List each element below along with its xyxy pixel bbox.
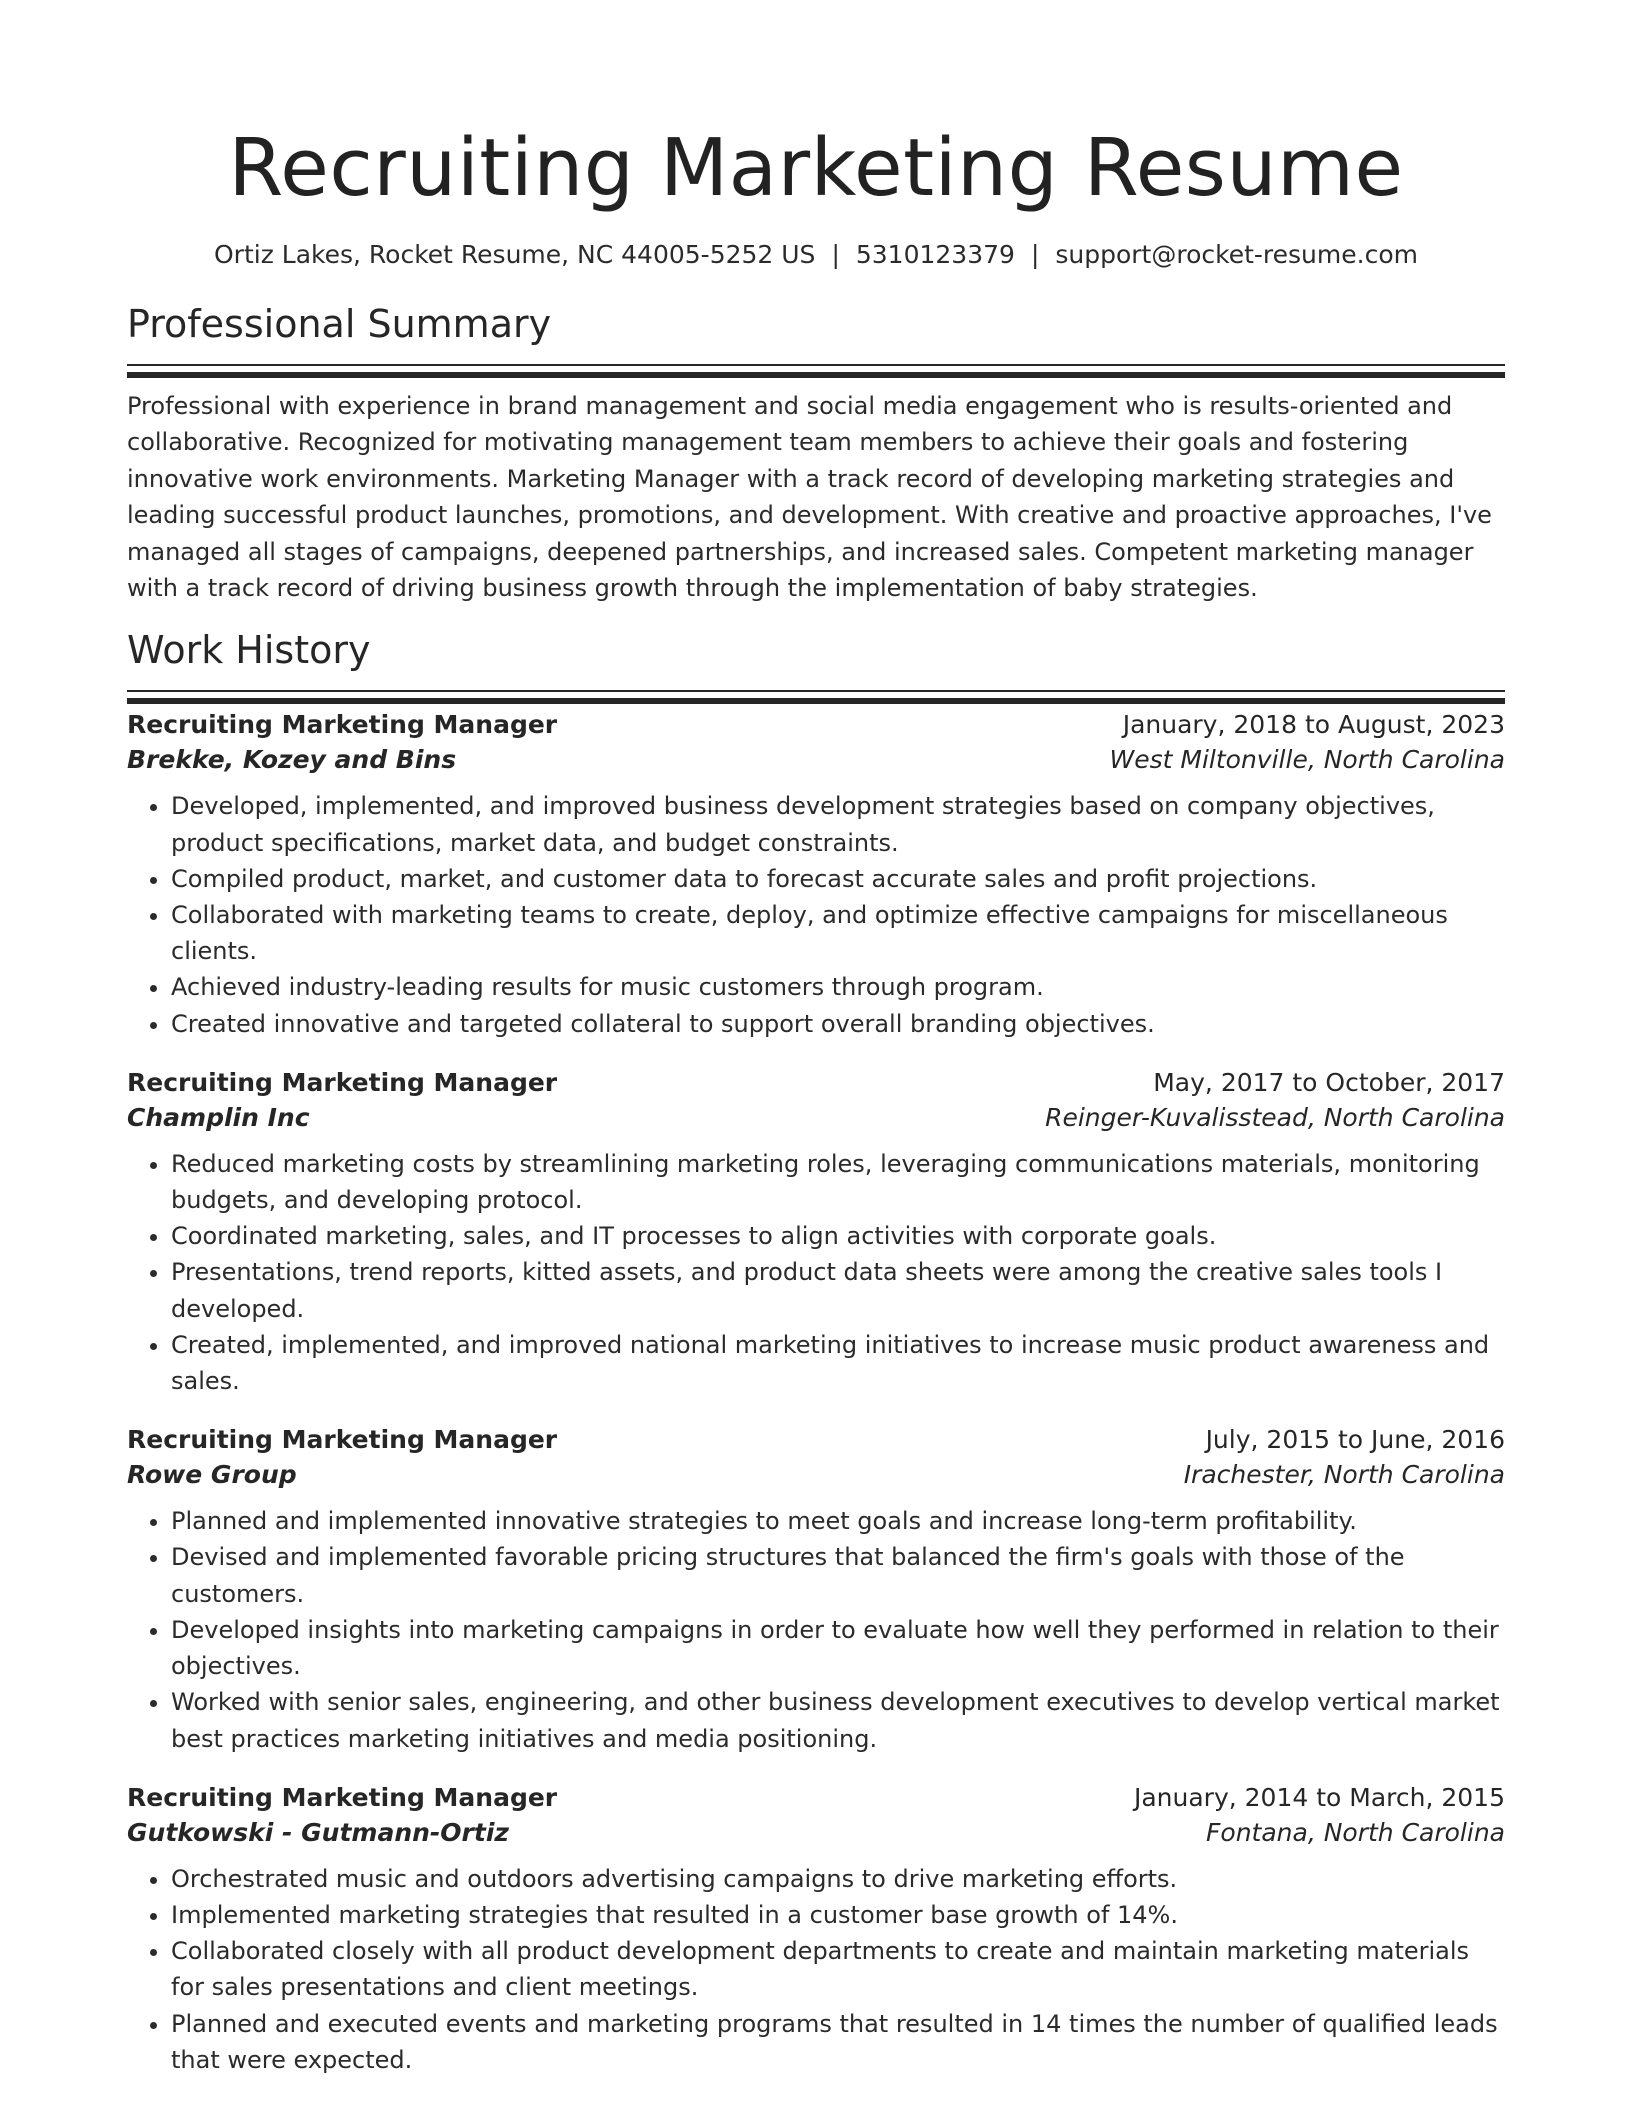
- job-header: [127, 710, 1505, 739]
- job-dates: January, 2018 to August, 2023: [1122, 710, 1505, 740]
- job-location: Irachester, North Carolina: [1183, 1460, 1505, 1490]
- job-company: Rowe Group: [127, 1460, 297, 1490]
- job-subheader: [127, 1460, 1505, 1489]
- job-bullet: • Developed insights into marketing campaigns in order to evaluate how well they performed in relation to their objectives.: [171, 1612, 1505, 1684]
- section-divider: [127, 364, 1505, 366]
- job-bullet: • Orchestrated music and outdoors advertising campaigns to drive marketing efforts.: [171, 1861, 1505, 1897]
- contact-separator: |: [831, 240, 840, 269]
- job-bullet: • Implemented marketing strategies that resulted in a customer base growth of 14%.: [171, 1897, 1505, 1933]
- contact-separator: |: [1030, 240, 1040, 269]
- job-header: [127, 1068, 1505, 1097]
- job-bullet: • Collaborated closely with all product development departments to create and maintain marketing materials for sales presentations and client meetings.: [171, 1933, 1505, 2005]
- job-subheader: [127, 1103, 1505, 1132]
- job-location: Reinger-Kuvalisstead, North Carolina: [1045, 1102, 1505, 1132]
- job-bullet: • Devised and implemented favorable pricing structures that balanced the firm's goals with those of the customers.: [171, 1539, 1505, 1611]
- job-company: Brekke, Kozey and Bins: [127, 745, 457, 775]
- job-subheader: [127, 1818, 1505, 1847]
- job-subheader: [127, 745, 1505, 774]
- job-title: Recruiting Marketing Manager: [127, 1425, 558, 1455]
- job-location: West Miltonville, North Carolina: [1109, 745, 1505, 775]
- job-bullets: [127, 1503, 1505, 1756]
- job-entry: [127, 1425, 1505, 1756]
- job-bullet: • Worked with senior sales, engineering, and other business development executives to develop vertical market best practices marketing initiatives and media positioning.: [171, 1684, 1505, 1756]
- contact-phone: 5310123379: [855, 240, 1015, 269]
- contact-line: [127, 238, 1505, 272]
- job-bullet: • Achieved industry-leading results for music customers through program.: [171, 969, 1505, 1005]
- job-bullets: [127, 1146, 1505, 1399]
- summary-text: Professional with experience in brand management and social media engagement who is results-oriented and collaborative. Recognized for motivating management team members to achieve their goals and fostering innovative work environments. Marketing Manager with a track record of developing marketing strategies and leading successful product launches, promotions, and development. With creative and proactive approaches, I've managed all stages of campaigns, deepened partnerships, and increased sales. Competent marketing manager with a track record of driving business growth through the implementation of baby strategies.: [127, 392, 1492, 603]
- contact-email: support@rocket-resume.com: [1055, 240, 1418, 269]
- job-bullet: • Compiled product, market, and customer data to forecast accurate sales and profit projections.: [171, 861, 1505, 897]
- job-location: Fontana, North Carolina: [1206, 1817, 1505, 1847]
- job-bullet: • Planned and executed events and marketing programs that resulted in 14 times the number of qualified leads that were expected.: [171, 2006, 1505, 2078]
- job-dates: January, 2014 to March, 2015: [1133, 1782, 1505, 1812]
- job-bullet: • Reduced marketing costs by streamlining marketing roles, leveraging communications materials, monitoring budgets, and developing protocol.: [171, 1146, 1505, 1218]
- section-heading-work-history: Work History: [127, 628, 371, 673]
- job-entry: [127, 1068, 1505, 1399]
- job-bullet: • Created, implemented, and improved national marketing initiatives to increase music product awareness and sales.: [171, 1327, 1505, 1399]
- job-bullet: • Collaborated with marketing teams to create, deploy, and optimize effective campaigns for miscellaneous clients.: [171, 897, 1505, 969]
- job-title: Recruiting Marketing Manager: [127, 710, 558, 740]
- job-dates: May, 2017 to October, 2017: [1153, 1067, 1505, 1097]
- contact-address: Ortiz Lakes, Rocket Resume, NC 44005-5252 US: [214, 240, 816, 269]
- job-company: Champlin Inc: [127, 1102, 310, 1132]
- job-dates: July, 2015 to June, 2016: [1205, 1425, 1505, 1455]
- section-divider: [127, 690, 1505, 692]
- job-bullets: [127, 1861, 1505, 2078]
- job-bullet: • Coordinated marketing, sales, and IT processes to align activities with corporate goals.: [171, 1218, 1505, 1254]
- job-bullet: • Developed, implemented, and improved business development strategies based on company objectives, product specifications, market data, and budget constraints.: [171, 788, 1505, 860]
- section-heading-summary: Professional Summary: [127, 302, 552, 346]
- job-header: [127, 1783, 1505, 1812]
- job-bullet: • Created innovative and targeted collateral to support overall branding objectives.: [171, 1006, 1505, 1042]
- job-bullet: • Presentations, trend reports, kitted assets, and product data sheets were among the creative sales tools I developed.: [171, 1254, 1505, 1326]
- job-entry: [127, 1783, 1505, 2078]
- job-bullets: [127, 788, 1505, 1041]
- professional-summary-section: [127, 300, 1505, 606]
- job-title: Recruiting Marketing Manager: [127, 1782, 558, 1812]
- job-header: [127, 1425, 1505, 1454]
- job-entry: [127, 710, 1505, 1041]
- job-company: Gutkowski - Gutmann-Ortiz: [127, 1817, 509, 1847]
- job-title: Recruiting Marketing Manager: [127, 1067, 558, 1097]
- resume-title: Recruiting Marketing Resume: [228, 122, 1404, 214]
- work-history-section: [127, 626, 1505, 2077]
- job-bullet: • Planned and implemented innovative strategies to meet goals and increase long-term profitability.: [171, 1503, 1505, 1539]
